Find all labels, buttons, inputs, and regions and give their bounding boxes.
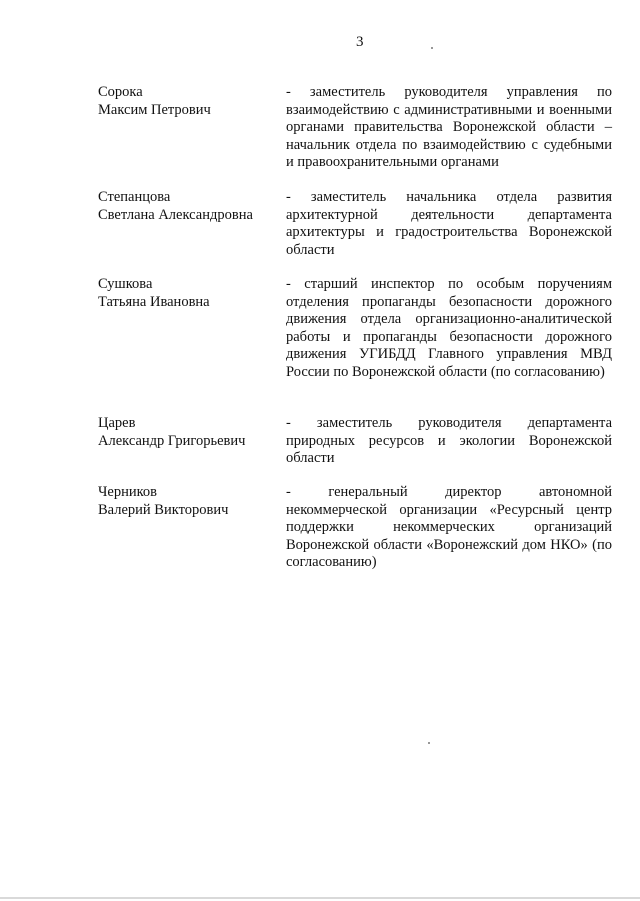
member-name bbox=[98, 84, 273, 119]
member-name bbox=[98, 276, 273, 311]
member-name bbox=[98, 415, 273, 450]
page-bottom-edge bbox=[0, 897, 640, 899]
member-position: - старший инспектор по особым поручениям отделения пропаганды безопасности дорожного движения отдела организационно-аналитической работы и пропаганды безопасности дорожного движения УГИБДД Главного управления МВД России по Воронежской области (по согласованию) bbox=[286, 276, 612, 380]
member-name bbox=[98, 189, 273, 224]
member-position: - заместитель руководителя департамента природных ресурсов и экологии Воронежской области bbox=[286, 415, 612, 466]
member-surname: Царев bbox=[98, 415, 136, 431]
member-given-names: Максим Петрович bbox=[98, 101, 211, 118]
scan-speck bbox=[431, 47, 433, 49]
member-name bbox=[98, 484, 273, 519]
scan-speck bbox=[428, 742, 430, 744]
member-given-names: Александр Григорьевич bbox=[98, 432, 246, 449]
member-given-names: Татьяна Ивановна bbox=[98, 293, 210, 310]
member-given-names: Валерий Викторович bbox=[98, 501, 229, 518]
member-surname: Сушкова bbox=[98, 276, 153, 292]
page-number: 3 bbox=[356, 34, 364, 50]
member-position: - заместитель начальника отдела развития архитектурной деятельности департамента архитектуры и градостроительства Воронежской области bbox=[286, 189, 612, 258]
member-position: - заместитель руководителя управления по взаимодействию с административными и военными органами правительства Воронежской области – начальник отдела по взаимодействию с судебными и правоохранительными органами bbox=[286, 84, 612, 170]
member-given-names: Светлана Александровна bbox=[98, 206, 253, 223]
member-position: - генеральный директор автономной некоммерческой организации «Ресурсный центр поддержки некоммерческих организаций Воронежской области «Воронежский дом НКО» (по согласованию) bbox=[286, 484, 612, 570]
member-surname: Степанцова bbox=[98, 189, 171, 205]
member-surname: Сорока bbox=[98, 84, 143, 100]
member-surname: Черников bbox=[98, 484, 158, 500]
